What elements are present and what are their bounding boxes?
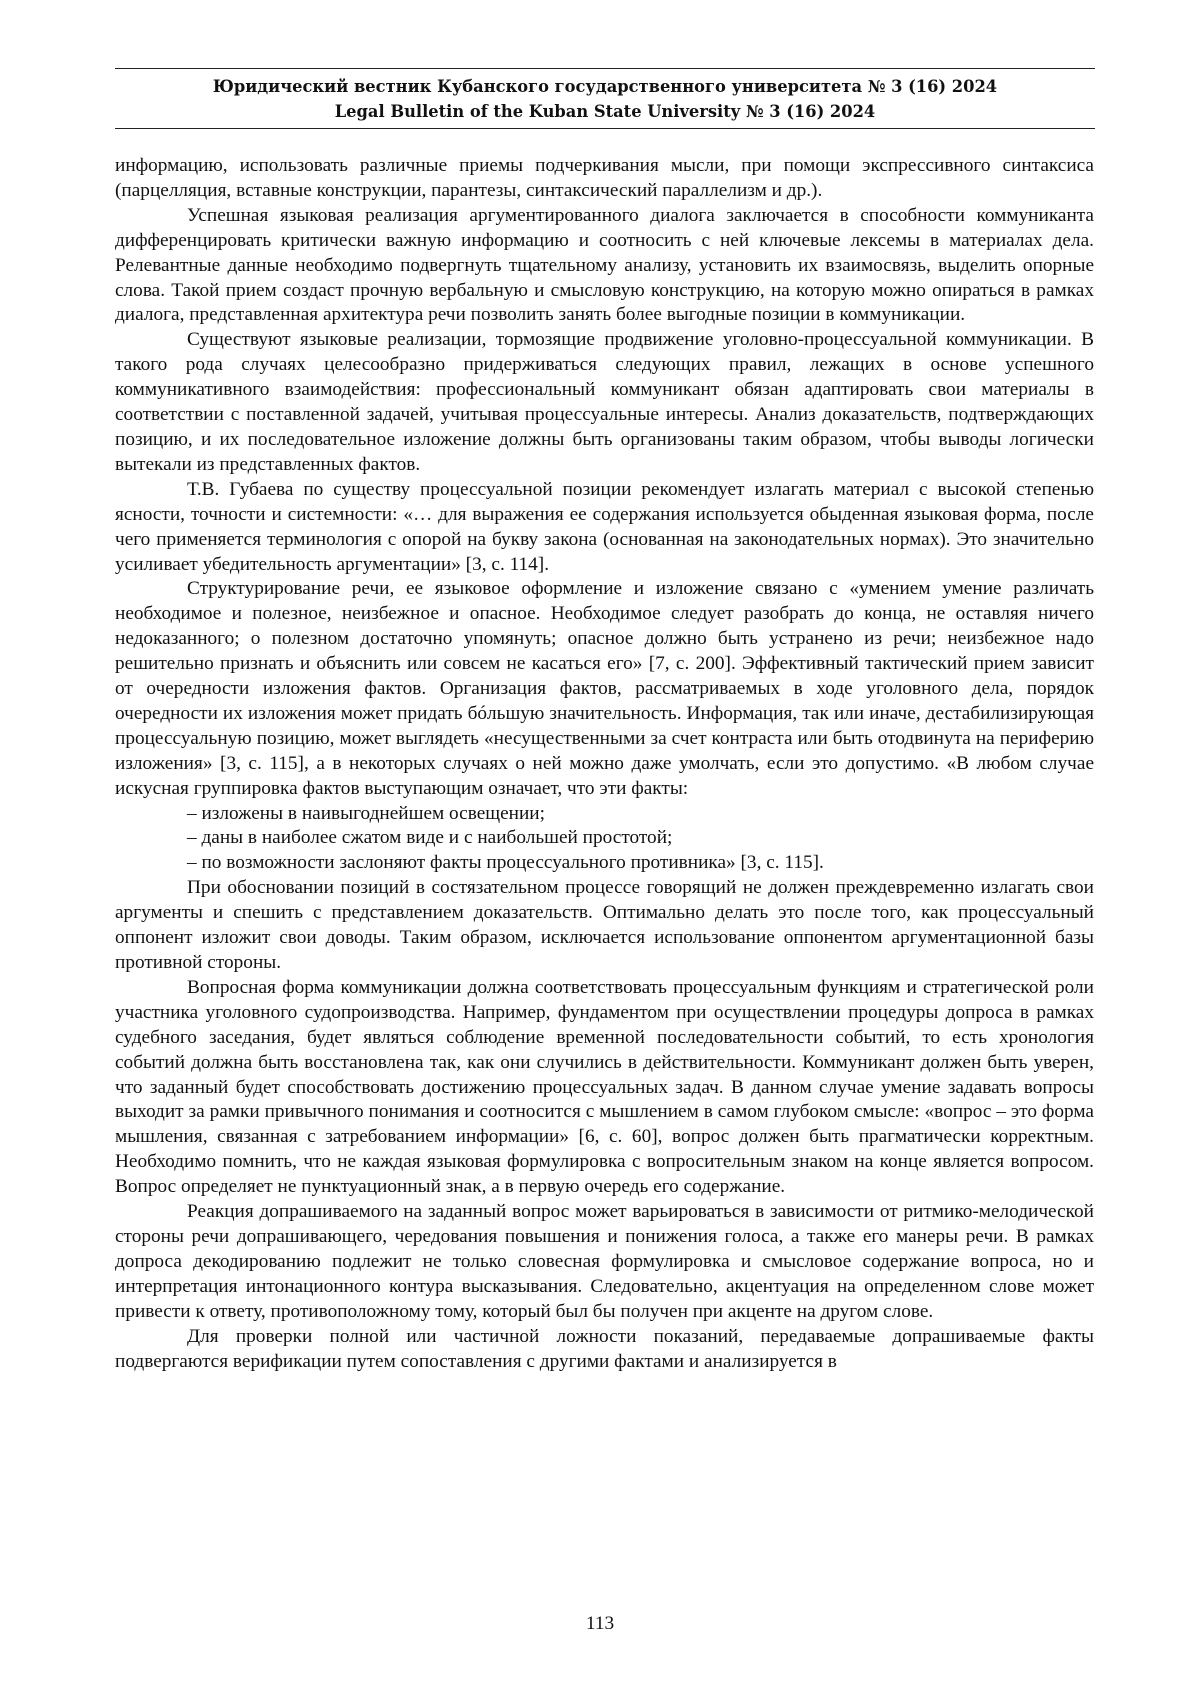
article-body — [115, 154, 1094, 1374]
header-title-ru: Юридический вестник Кубанского государственного университета № 3 (16) 2024 — [212, 77, 998, 96]
paragraph: Для проверки полной или частичной ложности показаний, передаваемые допрашиваемые факты подвергаются верификации путем сопоставления с другими фактами и анализируется в — [115, 1325, 1094, 1372]
header-title-en: Legal Bulletin of the Kuban State University № 3 (16) 2024 — [334, 102, 876, 121]
list-item: – по возможности заслоняют факты процессуального противника» [3, с. 115]. — [187, 852, 824, 874]
running-header — [115, 68, 1095, 129]
paragraph: Структурирование речи, ее языковое оформление и изложение связано с «умением умение различать необходимое и полезное, неизбежное и опасное. Необходимое следует разобрать до конца, не оставляя ничего недоказанного; о полезном достаточно упомянуть; опасное должно быть устранено из речи; неизбежное надо решительно признать и объяснить или совсем не касаться его» [7, с. 200]. Эффективный тактический прием зависит от очередности изложения фактов. Организация фактов, рассматриваемых в ходе уголовного дела, порядок очередности их изложения может придать бóльшую значительность. Информация, так или иначе, дестабилизирующая процессуальную позицию, может выглядеть «несущественными за счет контраста или быть отодвинута на периферию изложения» [3, с. 115], а в некоторых случаях о ней можно даже умолчать, если это допустимо. «В любом случае искусная группировка фактов выступающим означает, что эти факты: — [115, 578, 1094, 799]
paragraph: Существуют языковые реализации, тормозящие продвижение уголовно-процессуальной коммуникации. В такого рода случаях целесообразно придерживаться следующих правил, лежащих в основе успешного коммуникативного взаимодействия: профессиональный коммуникант обязан адаптировать свои материалы в соответствии с поставленной задачей, учитывая процессуальные интересы. Анализ доказательств, подтверждающих позицию, и их последовательное изложение должны быть организованы таким образом, чтобы выводы логически вытекали из представленных фактов. — [115, 329, 1094, 475]
paragraph: Успешная языковая реализация аргументированного диалога заключается в способности коммуниканта дифференцировать критически важную информацию и соотносить с ней ключевые лексемы в материалах дела. Релевантные данные необходимо подвергнуть тщательному анализу, установить их взаимосвязь, выделить опорные слова. Такой прием создаст прочную вербальную и смысловую конструкцию, на которую можно опираться в рамках диалога, представленная архитектура речи позволить занять более выгодные позиции в коммуникации. — [115, 204, 1094, 326]
list-item: – даны в наиболее сжатом виде и с наибольшей простотой; — [187, 827, 673, 849]
list-item: – изложены в наивыгоднейшем освещении; — [187, 802, 545, 824]
paragraph-continuation: информацию, использовать различные приемы подчеркивания мысли, при помощи экспрессивного синтаксиса (парцелляция, вставные конструкции, парантезы, синтаксический параллелизм и др.). — [115, 155, 1094, 201]
paragraph: Вопросная форма коммуникации должна соответствовать процессуальным функциям и стратегической роли участника уголовного судопроизводства. Например, фундаментом при осуществлении процедуры допроса в рамках судебного заседания, будет являться соблюдение временной последовательности событий, то есть хронология событий должна быть восстановлена так, как они случились в действительности. Коммуникант должен быть уверен, что заданный будет способствовать достижению процессуальных задач. В данном случае умение задавать вопросы выходит за рамки привычного понимания и соотносится с мышлением в самом глубоком смысле: «вопрос – это форма мышления, связанная с затребованием информации» [6, с. 60], вопрос должен быть прагматически корректным. Необходимо помнить, что не каждая языковая формулировка с вопросительным знаком на конце является вопросом. Вопрос определяет не пунктуационный знак, а в первую очередь его содержание. — [115, 976, 1094, 1198]
page-number: 113 — [585, 1613, 615, 1634]
paragraph: При обосновании позиций в состязательном процессе говорящий не должен преждевременно излагать свои аргументы и спешить с представлением доказательств. Оптимально делать это после того, как процессуальный оппонент изложит свои доводы. Таким образом, исключается использование оппонентом аргументационной базы противной стороны. — [115, 877, 1094, 973]
paragraph: Т.В. Губаева по существу процессуальной позиции рекомендует излагать материал с высокой степенью ясности, точности и системности: «… для выражения ее содержания используется обыденная языковая форма, после чего применяется терминология с опорой на букву закона (основанная на законодательных нормах). Это значительно усиливает убедительность аргументации» [3, с. 114]. — [115, 478, 1094, 575]
paragraph: Реакция допрашиваемого на заданный вопрос может варьироваться в зависимости от ритмико-мелодической стороны речи допрашивающего, чередования повышения и понижения голоса, а также его манеры речи. В рамках допроса декодированию подлежит не только словесная формулировка и смысловое содержание вопроса, но и интерпретация интонационного контура высказывания. Следовательно, акцентуация на определенном слове может привести к ответу, противоположному тому, который был бы получен при акценте на другом слове. — [115, 1201, 1094, 1322]
